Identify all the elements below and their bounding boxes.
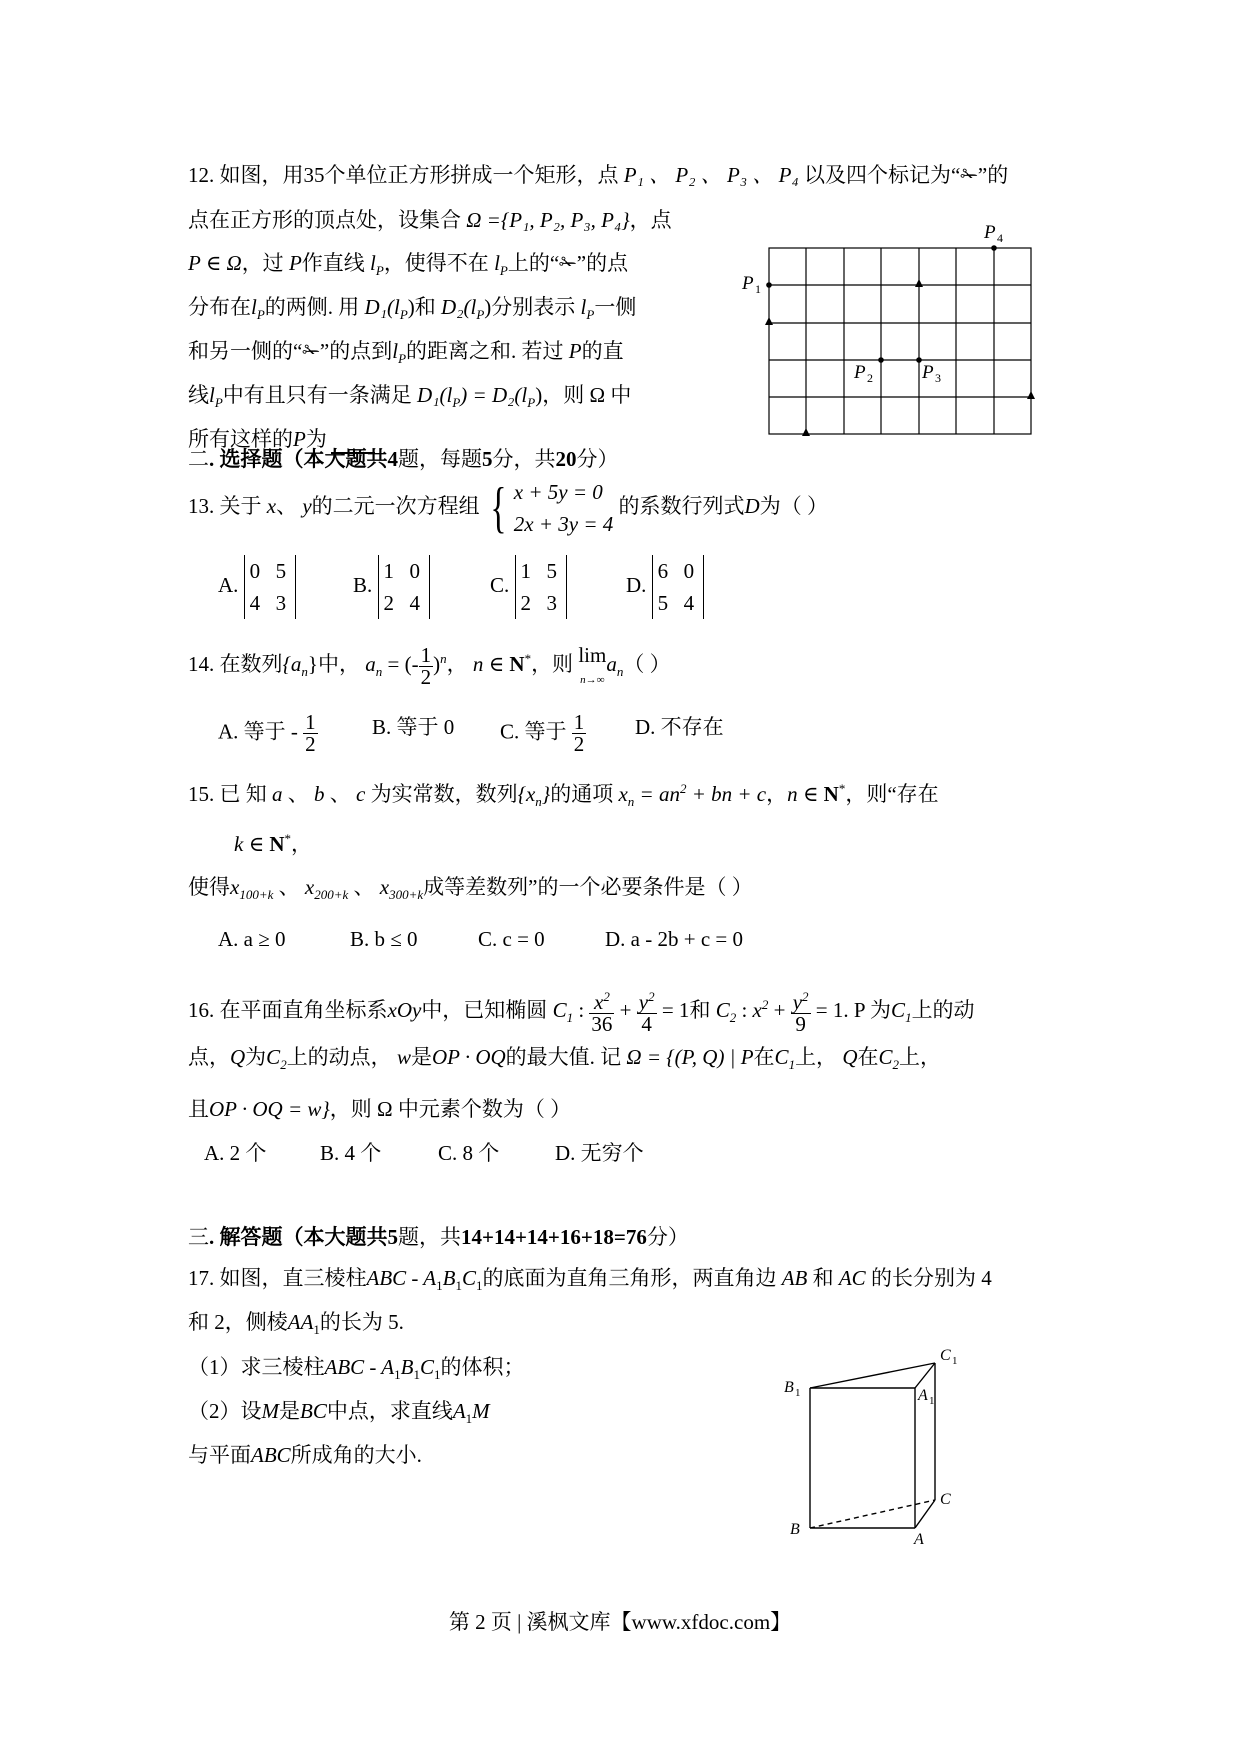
label-p4: P [984,225,996,243]
label-c1: C [940,1347,951,1364]
svg-text:2: 2 [867,371,873,385]
q17-part-2: （2）设M是BC中点，求直线$A_1M$ [188,1399,490,1427]
section-2-heading: 二. 选择题（本大题共4题，每题5分，共20分） [188,447,619,471]
q17-prism-figure [780,1340,980,1555]
label-p2: P [854,362,866,383]
q14-option-c: C. 等于 $\frac{1}{2}$ [500,710,585,756]
q15-line-1: 15. 已 知 a 、 b 、 c 为实常数，数列$\{x_n\}$的通项 $x_n = an^2$ + bn + c，n ∈ N*，则“存在 [188,781,939,810]
svg-text:1: 1 [929,1395,935,1407]
label-b1: B [784,1379,794,1396]
marker-2 [765,317,773,325]
q16-line-2: 点，Q为$C_2$上的动点， w是OP · OQ的最大值. 记 Ω = {(P, Q) | P在$C_1$上， Q在$C_2$上， [188,1045,941,1073]
svg-text:1: 1 [755,282,761,296]
svg-text:4: 4 [997,231,1003,245]
marker-3 [1027,391,1035,399]
label-a: A [914,1531,924,1548]
q17-part-1: （1）求三棱柱ABC - $A_1B_1C_1$的体积； [188,1355,525,1383]
q12-line-1: 12. 如图，用35个单位正方形拼成一个矩形，点 P₁ 、 P₂ 、 P₃ 、 P₄ 以及四个标记为“✁”的 [188,163,1009,187]
q16-line-3: 且OP · OQ = w}，则 Ω 中元素个数为（ ） [188,1097,572,1121]
q14-option-a: A. 等于 - $\frac{1}{2}$ [218,710,316,756]
q17-line-1: 17. 如图，直三棱柱ABC - $A_1B_1C_1$的底面为直角三角形，两直角边 AB 和 AC 的长分别为 4 [188,1266,992,1294]
grid-lines [769,248,1031,434]
q16-option-b: B. 4 个 [320,1141,382,1165]
svg-text:1: 1 [952,1355,958,1367]
q15-option-b: B. b ≤ 0 [350,927,418,951]
q14-stem: 14. 在数列$\{a_n\}$中， $a_n$ = (- $\frac{1}{2}$ )$^n$， n ∈ N*，则 lim $n\to\infty a_n$（ ） [188,642,671,689]
q15-option-a: A. a ≥ 0 [218,927,286,951]
marker-1 [915,279,923,287]
q12-line-6: 线$l_P$中有且只有一条满足 $D_1(l_P) = D_2(l_P)$，则 Ω 中 [188,383,632,411]
q17-part-2-cont: 与平面ABC所成角的大小. [188,1443,422,1467]
q13-stem: 13. 关于 x、 y的二元一次方程组 { x + 5y = 0 2x + 3y = 4 的系数行列式D为（ ） [188,477,828,539]
q12-grid-figure [740,225,1040,440]
label-p1: P [742,273,754,294]
q14-option-d: D. 不存在 [635,715,724,739]
q13-option-d: D. 6 0 5 4 [626,555,704,619]
svg-text:1: 1 [795,1387,801,1399]
svg-text:3: 3 [935,371,941,385]
q15-option-c: C. c = 0 [478,927,545,951]
section-3-heading: 三. 解答题（本大题共5题，共14+14+14+16+18=76分） [188,1225,689,1249]
q16-option-a: A. 2 个 [204,1141,267,1165]
label-a1: A [918,1387,928,1404]
q14-option-b: B. 等于 0 [372,715,455,739]
q16-option-d: D. 无穷个 [555,1141,644,1165]
q12-line-7: 所有这样的P为 [188,424,375,454]
q15-line-3: 使得$x_{100+k}$ 、 $x_{200+k}$ 、 $x_{300+k}$成等差数列”的一个必要条件是（ ） [188,875,753,903]
point-p3 [916,357,922,363]
point-p1 [766,282,772,288]
q12-line-4: 分布在$l_P$的两侧. 用 $D_1(l_P)$和 $D_2(l_P)$分别表示 $l_P$一侧 [188,295,637,323]
q13-option-b: B. 1 0 2 4 [353,555,430,619]
q16-line-1: 16. 在平面直角坐标系xOy中，已知椭圆 $C_1$ : $\frac{x^2}{36}$ + $\frac{y^2}{4}$ = 1和 $C_2$ : $x^2$ + $\frac{y^2}{9}$ = 1. P 为$C_1$上的动 [188,988,975,1036]
point-p4 [991,245,997,251]
q15-option-d: D. a - 2b + c = 0 [605,927,743,951]
q16-option-c: C. 8 个 [438,1141,500,1165]
q13-option-c: C. 1 5 2 3 [490,555,567,619]
q13-option-a: A. 0 5 4 3 [218,555,296,619]
q15-line-2: k ∈ N*， [234,831,313,856]
q12-line-2: 点在正方形的顶点处，设集合 Ω ={P₁, P₂, P₃, P₄}，点 [188,208,672,232]
label-c: C [940,1491,951,1508]
point-p2 [878,357,884,363]
label-b: B [790,1521,800,1538]
q12-line-3: P ∈ Ω，过 P作直线 $l_P$，使得不在 $l_P$上的“✁”的点 [188,251,629,279]
label-p3: P [922,362,934,383]
marker-4 [802,428,810,436]
page-footer: 第 2 页 | 溪枫文库【www.xfdoc.com】 [448,1610,792,1634]
q12-line-5: 和另一侧的“✁”的点到$l_P$的距离之和. 若过 P的直 [188,339,624,367]
q17-line-2: 和 2，侧棱$AA_1$的长为 5. [188,1310,404,1338]
